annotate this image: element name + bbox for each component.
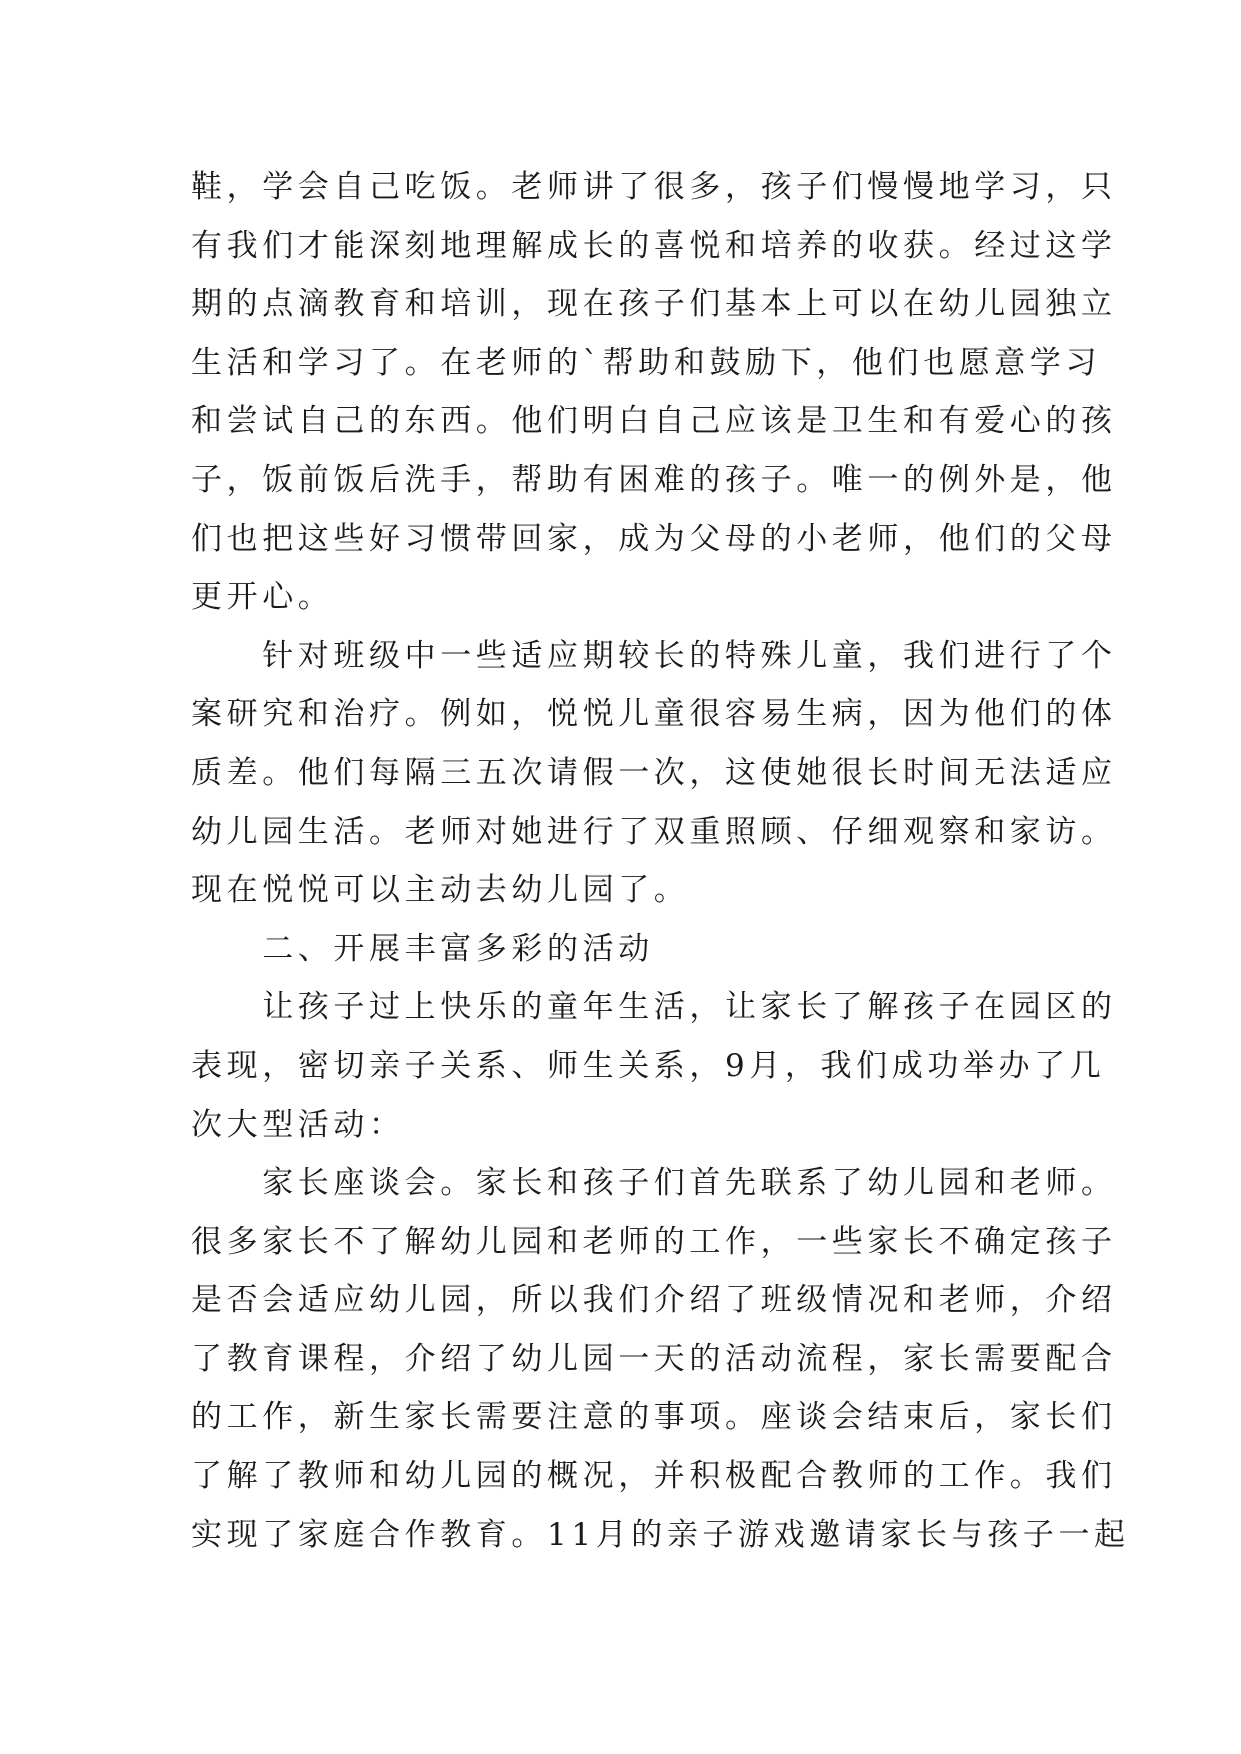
- text-line: 是否会适应幼儿园，所以我们介绍了班级情况和老师，介绍: [191, 1282, 1117, 1319]
- text-line: 们也把这些好习惯带回家，成为父母的小老师，他们的父母: [191, 520, 1117, 557]
- text-line: 实现了家庭合作教育。11月的亲子游戏邀请家长与孩子一起: [191, 1516, 1130, 1553]
- text-line: 现在悦悦可以主动去幼儿园了。: [191, 872, 690, 909]
- text-line: 鞋，学会自己吃饭。老师讲了很多，孩子们慢慢地学习，只: [191, 169, 1117, 205]
- section-heading: 二、开展丰富多彩的活动: [191, 930, 654, 967]
- text-line: 让孩子过上快乐的童年生活，让家长了解孩子在园区的: [191, 989, 1117, 1026]
- text-line: 次大型活动：: [191, 1106, 405, 1143]
- text-line: 质差。他们每隔三五次请假一次，这使她很长时间无法适应: [191, 754, 1117, 791]
- text-line: 期的点滴教育和培训，现在孩子们基本上可以在幼儿园独立: [191, 286, 1117, 323]
- text-line: 表现，密切亲子关系、师生关系，9月，我们成功举办了几: [191, 1047, 1106, 1084]
- body-text: [191, 158, 1130, 1564]
- text-line: 有我们才能深刻地理解成长的喜悦和培养的收获。经过这学: [191, 227, 1117, 264]
- text-line: 的工作，新生家长需要注意的事项。座谈会结束后，家长们: [191, 1399, 1117, 1436]
- text-line: 了解了教师和幼儿园的概况，并积极配合教师的工作。我们: [191, 1458, 1117, 1495]
- text-line: 和尝试自己的东西。他们明白自己应该是卫生和有爱心的孩: [191, 403, 1117, 440]
- text-line: 针对班级中一些适应期较长的特殊儿童，我们进行了个: [191, 637, 1117, 674]
- text-line: 案研究和治疗。例如，悦悦儿童很容易生病，因为他们的体: [191, 696, 1117, 733]
- text-line: 了教育课程，介绍了幼儿园一天的活动流程，家长需要配合: [191, 1340, 1117, 1377]
- text-line: 家长座谈会。家长和孩子们首先联系了幼儿园和老师。: [191, 1165, 1117, 1202]
- text-line: 生活和学习了。在老师的`帮助和鼓励下，他们也愿意学习: [191, 344, 1102, 381]
- text-line: 子，饭前饭后洗手，帮助有困难的孩子。唯一的例外是，他: [191, 461, 1117, 498]
- text-line: 更开心。: [191, 579, 334, 616]
- text-line: 幼儿园生活。老师对她进行了双重照顾、仔细观察和家访。: [191, 813, 1117, 850]
- text-line: 很多家长不了解幼儿园和老师的工作，一些家长不确定孩子: [191, 1223, 1117, 1260]
